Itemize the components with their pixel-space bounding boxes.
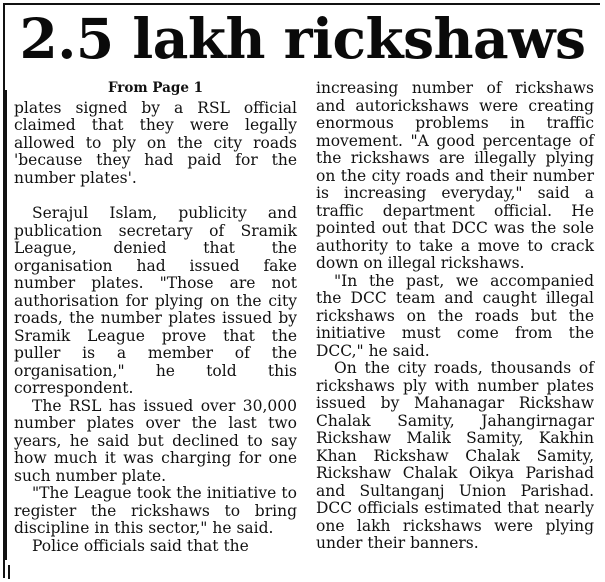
left-column <box>14 80 297 555</box>
paragraph: plates signed by a RSL official claimed that they were legally allowed to ply on the city roads 'because they had paid for the number plates'. <box>14 98 297 187</box>
paragraph: On the city roads, thousands of rickshaws ply with number plates issued by Mahanagar Rickshaw Chalak Samity, Jahangirnagar Rickshaw Malik Samity, Kakhin Khan Rickshaw Chalak Samity, Rickshaw Chalak Oikya Parishad and Sultanganj Union Parishad. DCC officials estimated that nearly one lakh rickshaws were plying under their banners. <box>316 359 594 552</box>
right-column <box>316 80 594 553</box>
clipping-edge <box>8 565 20 579</box>
from-page-label: From Page 1 <box>107 80 204 96</box>
paragraph: Police officials said that the <box>32 536 249 555</box>
column-rule <box>5 90 7 560</box>
headline: 2.5 lakh rickshaws <box>19 6 586 71</box>
paragraph: increasing number of rickshaws and autorickshaws were creating enormous problems in traffic movement. "A good percentage of the rickshaws are illegally plying on the city roads and their number is increasing everyday," said a traffic department official. He pointed out that DCC was the sole authority to take a move to crack down on illegal rickshaws. <box>316 79 594 272</box>
paragraph: "The League took the initiative to register the rickshaws to bring discipline in this sector," he said. <box>14 484 297 537</box>
paragraph: Serajul Islam, publicity and publication secretary of Sramik League, denied that the organisation had issued fake number plates. "Those are not authorisation for plying on the city roads, the number plates issued by Sramik League prove that the puller is a member of the organisation," he told this correspondent. <box>14 204 297 397</box>
paragraph: The RSL has issued over 30,000 number plates over the last two years, he said but declined to say how much it was charging for one such number plate. <box>14 396 297 485</box>
paragraph: "In the past, we accompanied the DCC team and caught illegal rickshaws on the roads but the initiative must come from the DCC," he said. <box>316 271 594 360</box>
